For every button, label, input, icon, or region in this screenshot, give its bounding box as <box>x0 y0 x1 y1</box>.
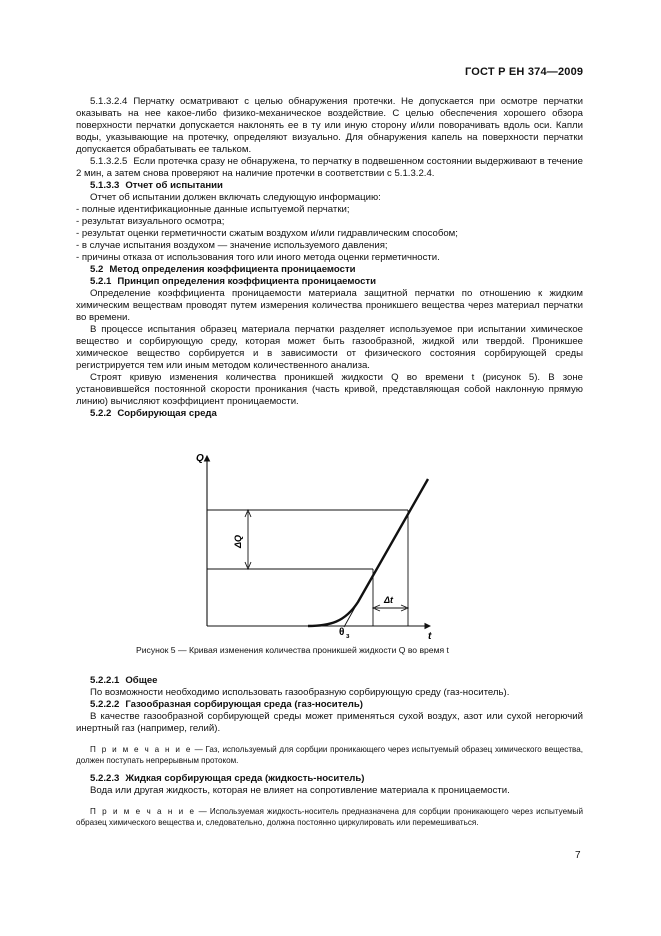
x-axis-label: t <box>428 631 432 640</box>
heading-5-2: 5.2 Метод определения коэффициента проницаемости <box>90 264 356 275</box>
delta-q-label: ΔQ <box>233 534 243 548</box>
delta-t-label: Δt <box>384 595 394 605</box>
heading-5-2-2-2: 5.2.2.2 Газообразная сорбирующая среда (газ-носитель) <box>90 699 363 710</box>
text-block-top <box>76 96 583 420</box>
heading-5-2-2-3: 5.2.2.3 Жидкая сорбирующая среда (жидкость-носитель) <box>90 773 365 784</box>
heading-5-2-1: 5.2.1 Принцип определения коэффициента проницаемости <box>90 276 377 287</box>
clause-5-1-3-2-5: 5.1.3.2.5 Если протечка сразу не обнаружена, то перчатку в подвешенном состоянии выдерживают в течение 2 мин, а затем снова проверяют на наличие протечки в соответствии с 5.1.3.2.4. <box>76 156 583 179</box>
paragraph: Вода или другая жидкость, которая не влияет на сопротивление материала к проницаемости. <box>90 785 510 796</box>
report-item: - результат визуального осмотра; <box>76 216 225 227</box>
clause-5-1-3-2-4: 5.1.3.2.4 Перчатку осматривают с целью обнаружения протечки. Не допускается при осмотре перчатки оказывать на нее какое-либо физико-механическое воздействие. С целью обеспечения хорошего обзора поверхности перчатки допускается наклонять ее в ту или иную сторону и/или поворачивать вдоль оси. Капли воды, указывающие на протечку, определяют визуально. Для обнаружения капель на поверхности перчатки допускается обрабатывать ее тальком. <box>76 96 583 155</box>
theta-label: θ <box>339 627 345 638</box>
paragraph: По возможности необходимо использовать газообразную сорбирующую среду (газ-носитель). <box>90 687 510 698</box>
figure-caption: Рисунок 5 — Кривая изменения количества проникшей жидкости Q во время t <box>136 645 449 655</box>
theta-subscript: з <box>346 633 350 640</box>
heading-5-1-3-3: 5.1.3.3 Отчет об испытании <box>90 180 223 191</box>
paragraph: Определение коэффициента проницаемости материала защитной перчатки по отношению к жидким химическим веществам проводят путем измерения количества проникшего вещества через материал перчатки во времени. <box>76 288 583 323</box>
note-gas: П р и м е ч а н и е — Газ, используемый для сорбции проникающего через испытуемый образец химического вещества, должен поступать непрерывным протоком. <box>76 745 583 765</box>
note-liquid: П р и м е ч а н и е — Используемая жидкость-носитель предназначена для сорбции проникающего через испытуемый образец химического вещества и, следовательно, должна постоянно циркулировать или перемешиваться. <box>76 807 583 827</box>
heading-5-2-2: 5.2.2 Сорбирующая среда <box>90 408 217 419</box>
page-number: 7 <box>575 850 581 861</box>
report-item: - в случае испытания воздухом — значение используемого давления; <box>76 240 388 251</box>
text-block-bottom <box>76 675 583 828</box>
figure-5-diagram <box>190 450 450 640</box>
standard-header: ГОСТ Р ЕН 374—2009 <box>465 66 584 78</box>
report-item: - результат оценки герметичности сжатым воздухом и/или гидравлическим способом; <box>76 228 458 239</box>
y-axis-label: Q <box>196 453 204 464</box>
heading-5-2-2-1: 5.2.2.1 Общее <box>90 675 158 686</box>
report-intro: Отчет об испытании должен включать следующую информацию: <box>90 192 381 203</box>
report-item: - полные идентификационные данные испытуемой перчатки; <box>76 204 350 215</box>
permeation-curve <box>308 479 428 626</box>
paragraph: Строят кривую изменения количества проникшей жидкости Q во времени t (рисунок 5). В зоне установившейся постоянной скорости проникания (часть кривой, представляющая собой наклонную прямую линию) вычисляют коэффициент проницаемости. <box>76 372 583 407</box>
report-item: - причины отказа от использования того или иного метода оценки герметичности. <box>76 252 440 263</box>
paragraph: В процессе испытания образец материала перчатки разделяет используемое при испытании химическое вещество и сорбирующую среду, которая может быть газообразной, жидкой или твердой. Проникшее химическое вещество сорбируется и в зависимости от физического состояния сорбирующей среды регистрируется тем или иным методом количественного анализа. <box>76 324 583 371</box>
paragraph: В качестве газообразной сорбирующей среды может применяться сухой воздух, азот или сухой негорючий инертный газ (например, гелий). <box>76 711 583 734</box>
